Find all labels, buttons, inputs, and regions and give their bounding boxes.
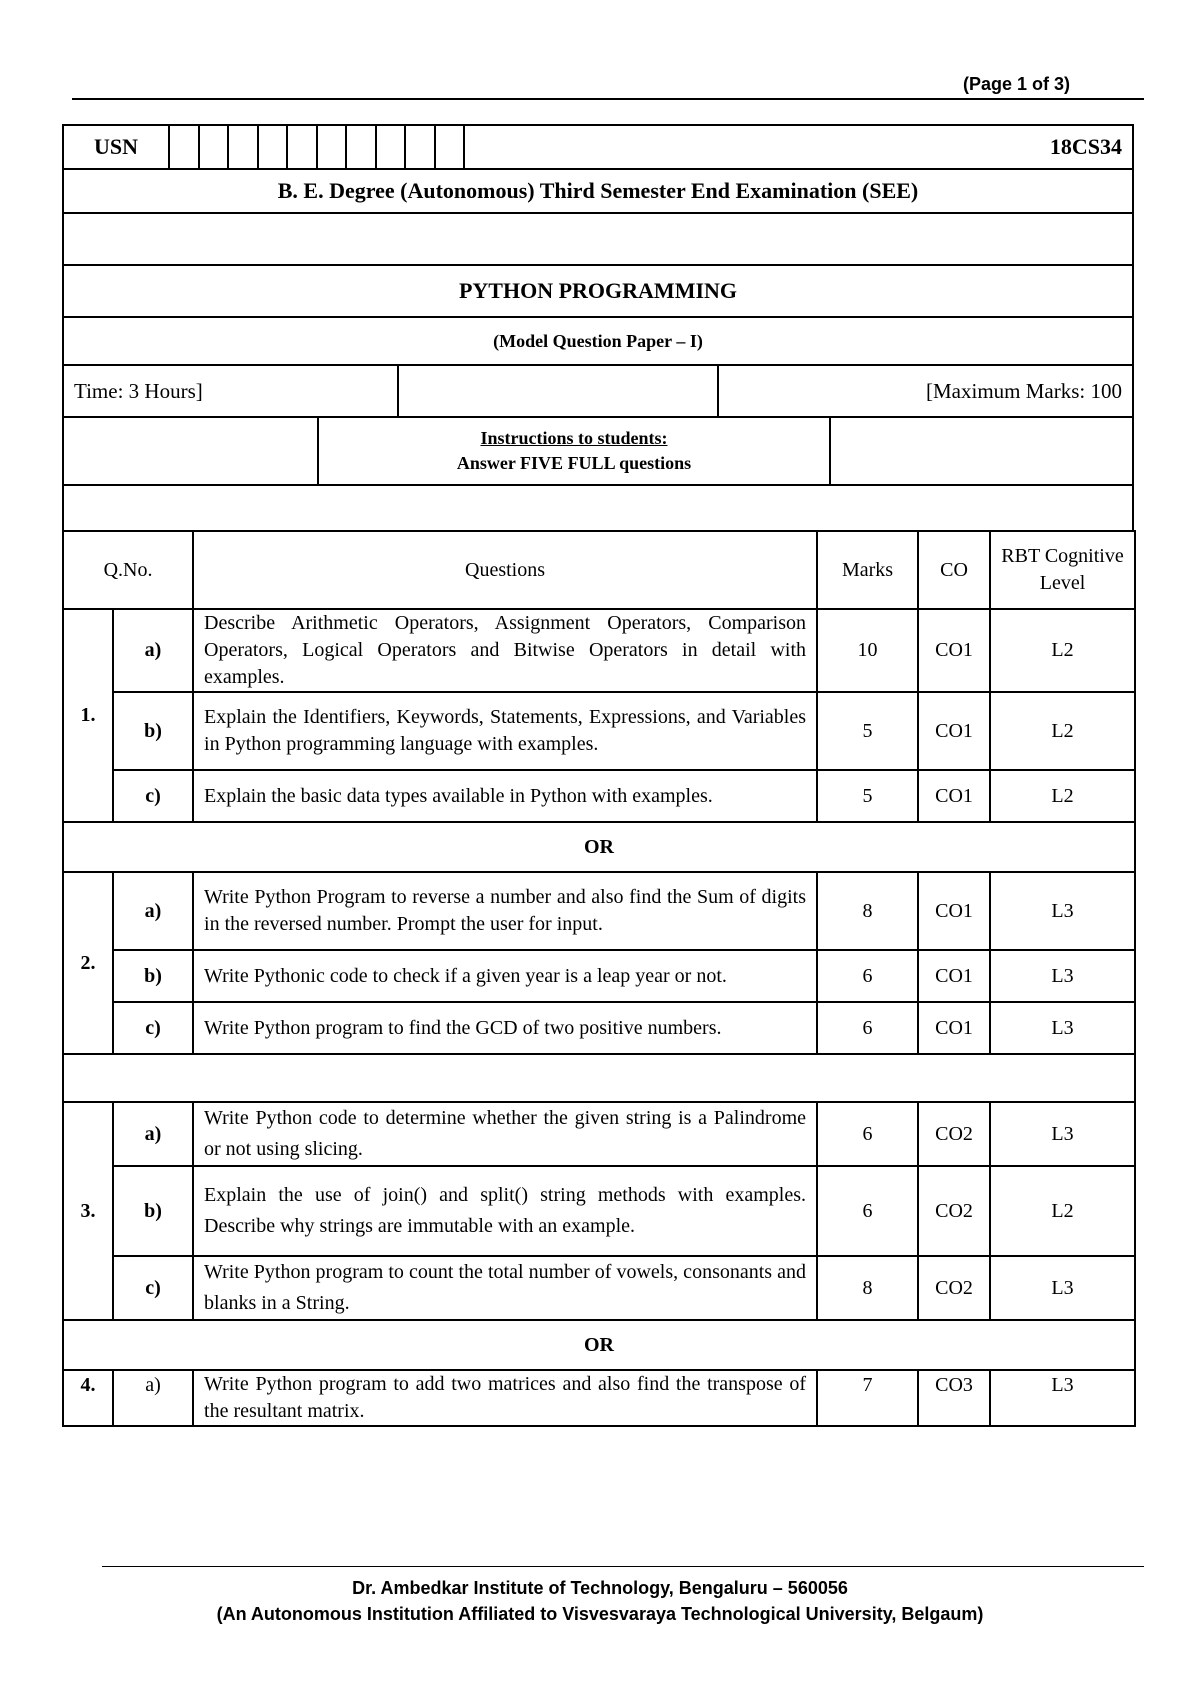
marks-value: 6 bbox=[817, 1002, 918, 1054]
rbt-value: L2 bbox=[990, 609, 1135, 692]
question-number: 2. bbox=[63, 872, 113, 1054]
blank-row bbox=[63, 485, 1133, 531]
question-number: 3. bbox=[63, 1102, 113, 1320]
question-text: Write Python code to determine whether the given string is a Palindrome or not using slicing. bbox=[193, 1102, 817, 1166]
header-marks: Marks bbox=[817, 531, 918, 609]
question-text: Describe Arithmetic Operators, Assignment Operators, Comparison Operators, Logical Operators and Bitwise Operators in detail with examples. bbox=[193, 609, 817, 692]
co-value: CO1 bbox=[918, 872, 990, 950]
exam-paper bbox=[62, 124, 1134, 1427]
table-row bbox=[63, 872, 1135, 950]
question-text: Write Python program to find the GCD of two positive numbers. bbox=[193, 1002, 817, 1054]
marks-value: 10 bbox=[817, 609, 918, 692]
part-label: a) bbox=[113, 872, 193, 950]
blank-row bbox=[63, 213, 1133, 265]
table-row bbox=[63, 1002, 1135, 1054]
marks-value: 6 bbox=[817, 1102, 918, 1166]
co-value: CO2 bbox=[918, 1256, 990, 1320]
usn-box[interactable] bbox=[259, 126, 289, 168]
questions-table bbox=[62, 530, 1136, 1427]
rbt-value: L3 bbox=[990, 1102, 1135, 1166]
footer-rule bbox=[102, 1566, 1144, 1567]
marks-value: 8 bbox=[817, 1256, 918, 1320]
footer-affiliation: (An Autonomous Institution Affiliated to Visvesvaraya Technological University, Belgaum) bbox=[216, 1604, 984, 1624]
instructions-body: Answer FIVE FULL questions bbox=[456, 453, 692, 473]
usn-box[interactable] bbox=[318, 126, 348, 168]
paper-header-table bbox=[62, 124, 1134, 532]
question-number: 1. bbox=[63, 609, 113, 822]
table-row bbox=[63, 609, 1135, 692]
question-text: Write Python program to count the total number of vowels, consonants and blanks in a String. bbox=[193, 1256, 817, 1320]
table-row bbox=[63, 692, 1135, 770]
table-row bbox=[63, 950, 1135, 1002]
table-row bbox=[63, 1256, 1135, 1320]
question-text: Explain the use of join() and split() string methods with examples. Describe why strings are immutable with an example. bbox=[193, 1166, 817, 1256]
part-label: a) bbox=[113, 1370, 193, 1426]
table-row bbox=[63, 1370, 1135, 1426]
marks-value: 6 bbox=[817, 1166, 918, 1256]
co-value: CO1 bbox=[918, 609, 990, 692]
rbt-value: L2 bbox=[990, 770, 1135, 822]
usn-box[interactable] bbox=[170, 126, 200, 168]
usn-box[interactable] bbox=[377, 126, 407, 168]
max-marks-label: [Maximum Marks: 100 bbox=[926, 378, 1122, 403]
table-row bbox=[63, 1102, 1135, 1166]
rbt-value: L3 bbox=[990, 1256, 1135, 1320]
question-text: Explain the basic data types available in Python with examples. bbox=[193, 770, 817, 822]
part-label: c) bbox=[113, 1256, 193, 1320]
instructions-block bbox=[319, 418, 831, 484]
question-text: Write Python Program to reverse a number and also find the Sum of digits in the reversed number. Prompt the user for input. bbox=[193, 872, 817, 950]
marks-value: 5 bbox=[817, 692, 918, 770]
question-text: Write Python program to add two matrices and also find the transpose of the resultant matrix. bbox=[193, 1370, 817, 1426]
part-label: c) bbox=[113, 1002, 193, 1054]
usn-label: USN bbox=[64, 126, 170, 168]
co-value: CO1 bbox=[918, 1002, 990, 1054]
rbt-value: L2 bbox=[990, 692, 1135, 770]
subject-title: PYTHON PROGRAMMING bbox=[63, 265, 1133, 317]
time-label: Time: 3 Hours] bbox=[64, 366, 399, 416]
rbt-value: L3 bbox=[990, 1370, 1135, 1426]
part-label: b) bbox=[113, 950, 193, 1002]
header-rule bbox=[72, 98, 1144, 100]
or-label: OR bbox=[63, 822, 1135, 872]
usn-box[interactable] bbox=[229, 126, 259, 168]
question-number: 4. bbox=[63, 1370, 113, 1426]
or-divider bbox=[63, 822, 1135, 872]
footer-institution: Dr. Ambedkar Institute of Technology, Bengaluru – 560056 bbox=[352, 1578, 848, 1598]
usn-box[interactable] bbox=[288, 126, 318, 168]
question-text: Explain the Identifiers, Keywords, Statements, Expressions, and Variables in Python programming language with examples. bbox=[193, 692, 817, 770]
rbt-value: L3 bbox=[990, 950, 1135, 1002]
or-label: OR bbox=[63, 1320, 1135, 1370]
usn-box[interactable] bbox=[406, 126, 436, 168]
blank-cell bbox=[64, 418, 319, 484]
part-label: b) bbox=[113, 692, 193, 770]
co-value: CO1 bbox=[918, 692, 990, 770]
co-value: CO1 bbox=[918, 770, 990, 822]
header-questions: Questions bbox=[193, 531, 817, 609]
part-label: b) bbox=[113, 1166, 193, 1256]
blank-cell bbox=[399, 366, 719, 416]
table-row bbox=[63, 770, 1135, 822]
page-number: (Page 1 of 3) bbox=[962, 74, 1070, 94]
marks-value: 7 bbox=[817, 1370, 918, 1426]
usn-box[interactable] bbox=[200, 126, 230, 168]
rbt-value: L3 bbox=[990, 1002, 1135, 1054]
question-text: Write Pythonic code to check if a given year is a leap year or not. bbox=[193, 950, 817, 1002]
usn-box[interactable] bbox=[347, 126, 377, 168]
course-code: 18CS34 bbox=[1049, 134, 1122, 159]
instructions-title: Instructions to students: bbox=[480, 428, 668, 448]
co-value: CO3 bbox=[918, 1370, 990, 1426]
blank-cell bbox=[831, 418, 1132, 484]
co-value: CO2 bbox=[918, 1102, 990, 1166]
header-rbt: RBT Cognitive Level bbox=[990, 531, 1135, 609]
co-value: CO1 bbox=[918, 950, 990, 1002]
co-value: CO2 bbox=[918, 1166, 990, 1256]
usn-box[interactable] bbox=[436, 126, 466, 168]
header-co: CO bbox=[918, 531, 990, 609]
rbt-value: L3 bbox=[990, 872, 1135, 950]
table-row bbox=[63, 1166, 1135, 1256]
header-qno: Q.No. bbox=[63, 531, 193, 609]
part-label: c) bbox=[113, 770, 193, 822]
model-paper-label: (Model Question Paper – I) bbox=[63, 317, 1133, 365]
or-divider bbox=[63, 1320, 1135, 1370]
marks-value: 6 bbox=[817, 950, 918, 1002]
table-header-row bbox=[63, 531, 1135, 609]
usn-row bbox=[63, 125, 1133, 169]
degree-line: B. E. Degree (Autonomous) Third Semester End Examination (SEE) bbox=[63, 169, 1133, 213]
part-label: a) bbox=[113, 1102, 193, 1166]
part-label: a) bbox=[113, 609, 193, 692]
marks-value: 5 bbox=[817, 770, 918, 822]
blank-row bbox=[63, 1054, 1135, 1102]
marks-value: 8 bbox=[817, 872, 918, 950]
rbt-value: L2 bbox=[990, 1166, 1135, 1256]
